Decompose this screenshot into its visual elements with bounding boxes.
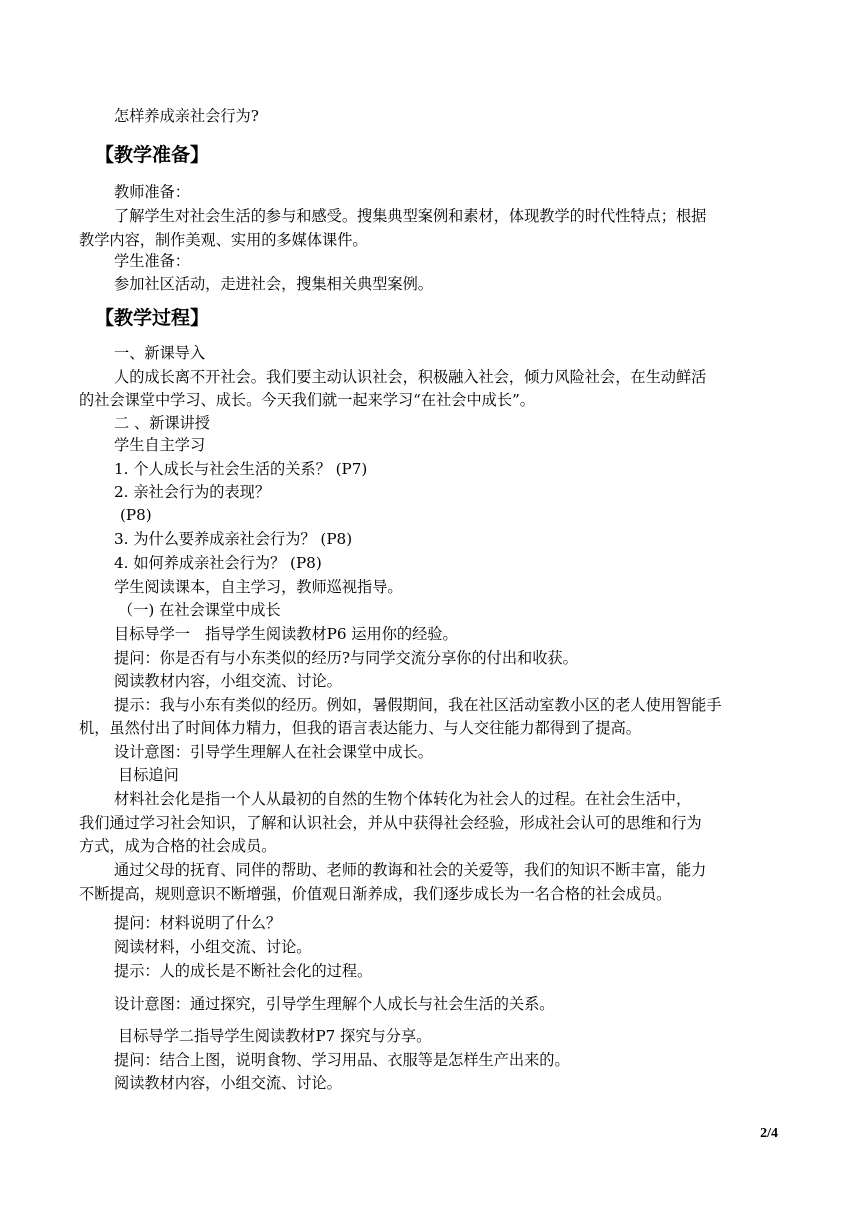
paragraph-line: 目标追问 xyxy=(118,766,179,784)
paragraph-line: 的社会课堂中学习、成长。今天我们就一起来学习“在社会中成长”。 xyxy=(79,391,535,409)
paragraph-line: 3. 为什么要养成亲社会行为？ (P8) xyxy=(114,530,353,548)
paragraph-line: 阅读材料，小组交流、讨论。 xyxy=(114,938,312,956)
paragraph-line: 提问：结合上图，说明食物、学习用品、衣服等是怎样生产出来的。 xyxy=(114,1051,570,1069)
paragraph-line: 人的成长离不开社会。我们要主动认识社会，积极融入社会，倾力风险社会，在生动鲜活 xyxy=(114,368,707,386)
paragraph-line: 提示：人的成长是不断社会化的过程。 xyxy=(114,962,373,980)
paragraph-line: 学生准备： xyxy=(114,252,190,270)
paragraph-line: 1. 个人成长与社会生活的关系？ (P7) xyxy=(114,460,368,478)
paragraph-line: 阅读教材内容，小组交流、讨论。 xyxy=(114,672,342,690)
paragraph-line: 材料社会化是指一个人从最初的自然的生物个体转化为社会人的过程。在社会生活中， xyxy=(114,790,692,808)
paragraph-line: 不断提高，规则意识不断增强，价值观日渐养成，我们逐步成长为一名合格的社会成员。 xyxy=(79,885,672,903)
paragraph-line: 目标导学二指导学生阅读教材P7 探究与分享。 xyxy=(118,1027,432,1045)
paragraph-line: 了解学生对社会生活的参与和感受。搜集典型案例和素材，体现教学的时代性特点；根据 xyxy=(114,207,707,225)
paragraph-line: 通过父母的抚育、同伴的帮助、老师的教诲和社会的关爱等，我们的知识不断丰富，能力 xyxy=(114,861,707,879)
paragraph-line: 教学内容，制作美观、实用的多媒体课件。 xyxy=(79,231,368,249)
paragraph-line: 学生自主学习 xyxy=(114,436,206,454)
paragraph-line: 参加社区活动，走进社会，搜集相关典型案例。 xyxy=(114,275,433,293)
paragraph-line: 二 、新课讲授 xyxy=(114,414,210,432)
paragraph-line: （一) 在社会课堂中成长 xyxy=(118,601,281,619)
paragraph-line: 一、新课导入 xyxy=(114,344,206,362)
paragraph-line: 学生阅读课本，自主学习，教师巡视指导。 xyxy=(114,578,403,596)
section-heading-teaching-process: 【教学过程】 xyxy=(95,307,210,329)
paragraph-line: 2. 亲社会行为的表现？ xyxy=(114,483,271,501)
paragraph-line: 提问：你是否有与小东类似的经历?与同学交流分享你的付出和收获。 xyxy=(114,649,578,667)
paragraph-line: 提问：材料说明了什么？ xyxy=(114,914,282,932)
paragraph-line: 机，虽然付出了时间体力精力，但我的语言表达能力、与人交往能力都得到了提高。 xyxy=(79,719,641,737)
paragraph-line: 设计意图：引导学生理解人在社会课堂中成长。 xyxy=(114,743,433,761)
paragraph-line: 目标导学一 指导学生阅读教材P6 运用你的经验。 xyxy=(114,625,458,643)
section-heading-teaching-prep: 【教学准备】 xyxy=(95,144,210,166)
paragraph-line: 设计意图：通过探究，引导学生理解个人成长与社会生活的关系。 xyxy=(114,995,555,1013)
page-number: 2/4 xyxy=(760,1126,778,1141)
paragraph-line: 教师准备： xyxy=(114,183,190,201)
paragraph-line: 怎样养成亲社会行为? xyxy=(114,107,259,125)
paragraph-line: (P8) xyxy=(120,506,152,524)
paragraph-line: 4. 如何养成亲社会行为？ (P8) xyxy=(114,554,322,572)
paragraph-line: 我们通过学习社会知识，了解和认识社会，并从中获得社会经验，形成社会认可的思维和行为 xyxy=(79,814,702,832)
paragraph-line: 方式，成为合格的社会成员。 xyxy=(79,837,277,855)
paragraph-line: 阅读教材内容，小组交流、讨论。 xyxy=(114,1074,342,1092)
paragraph-line: 提示：我与小东有类似的经历。例如，暑假期间，我在社区活动室教小区的老人使用智能手 xyxy=(114,696,722,714)
